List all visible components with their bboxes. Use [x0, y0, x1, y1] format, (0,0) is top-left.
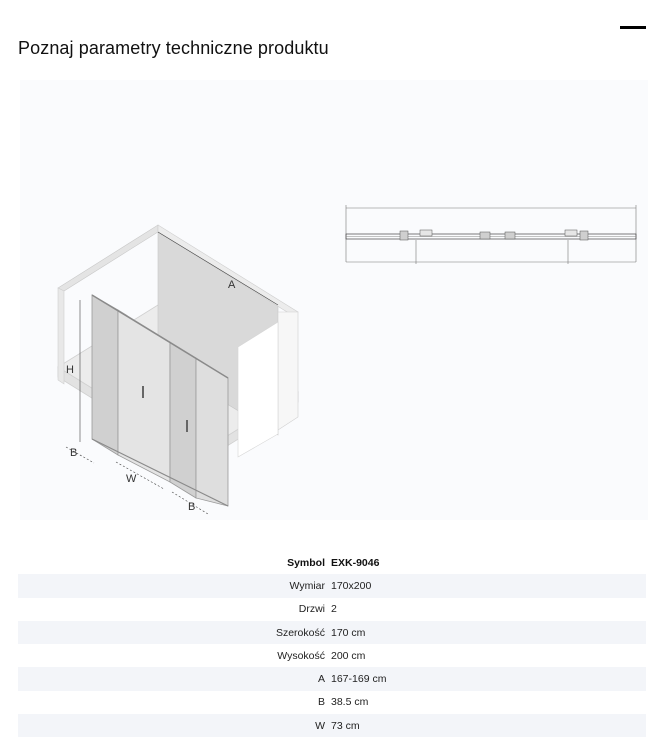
spec-value: 200 cm	[331, 649, 366, 662]
dimension-label-w: W	[126, 473, 137, 485]
spec-label: W	[315, 719, 325, 732]
spec-value: 2	[331, 603, 337, 616]
section-title: Poznaj parametry techniczne produktu	[18, 38, 329, 59]
spec-value: 170 cm	[331, 626, 366, 639]
spec-table	[18, 551, 646, 737]
spec-label: Wysokość	[277, 649, 325, 662]
spec-label: B	[317, 696, 325, 709]
dimension-label-h: H	[66, 364, 74, 376]
dimension-label-b-left: B	[70, 447, 78, 459]
spec-row	[18, 667, 646, 690]
spec-label: Drzwi	[298, 603, 325, 616]
spec-label: Symbol	[287, 556, 325, 569]
spec-value: 170x200	[331, 579, 372, 592]
spec-row	[18, 644, 646, 667]
spec-row	[18, 598, 646, 621]
spec-value: 73 cm	[331, 719, 360, 732]
spec-value: 38.5 cm	[331, 696, 369, 709]
spec-header-row	[18, 551, 646, 574]
minus-icon	[620, 26, 646, 29]
spec-row	[18, 714, 646, 737]
spec-label: Wymiar	[289, 579, 325, 592]
collapse-button[interactable]	[614, 18, 650, 40]
spec-value: EXK-9046	[331, 556, 380, 569]
spec-row	[18, 574, 646, 597]
product-drawings	[20, 80, 648, 520]
spec-label: Szerokość	[275, 626, 325, 639]
dimension-label-b-right: B	[188, 501, 196, 513]
spec-value: 167-169 cm	[331, 673, 387, 686]
dimension-label-a: A	[228, 279, 236, 291]
spec-row	[18, 621, 646, 644]
spec-row	[18, 691, 646, 714]
isometric-drawing	[58, 152, 318, 513]
plan-view-drawing	[340, 202, 640, 272]
spec-label: A	[317, 673, 325, 686]
